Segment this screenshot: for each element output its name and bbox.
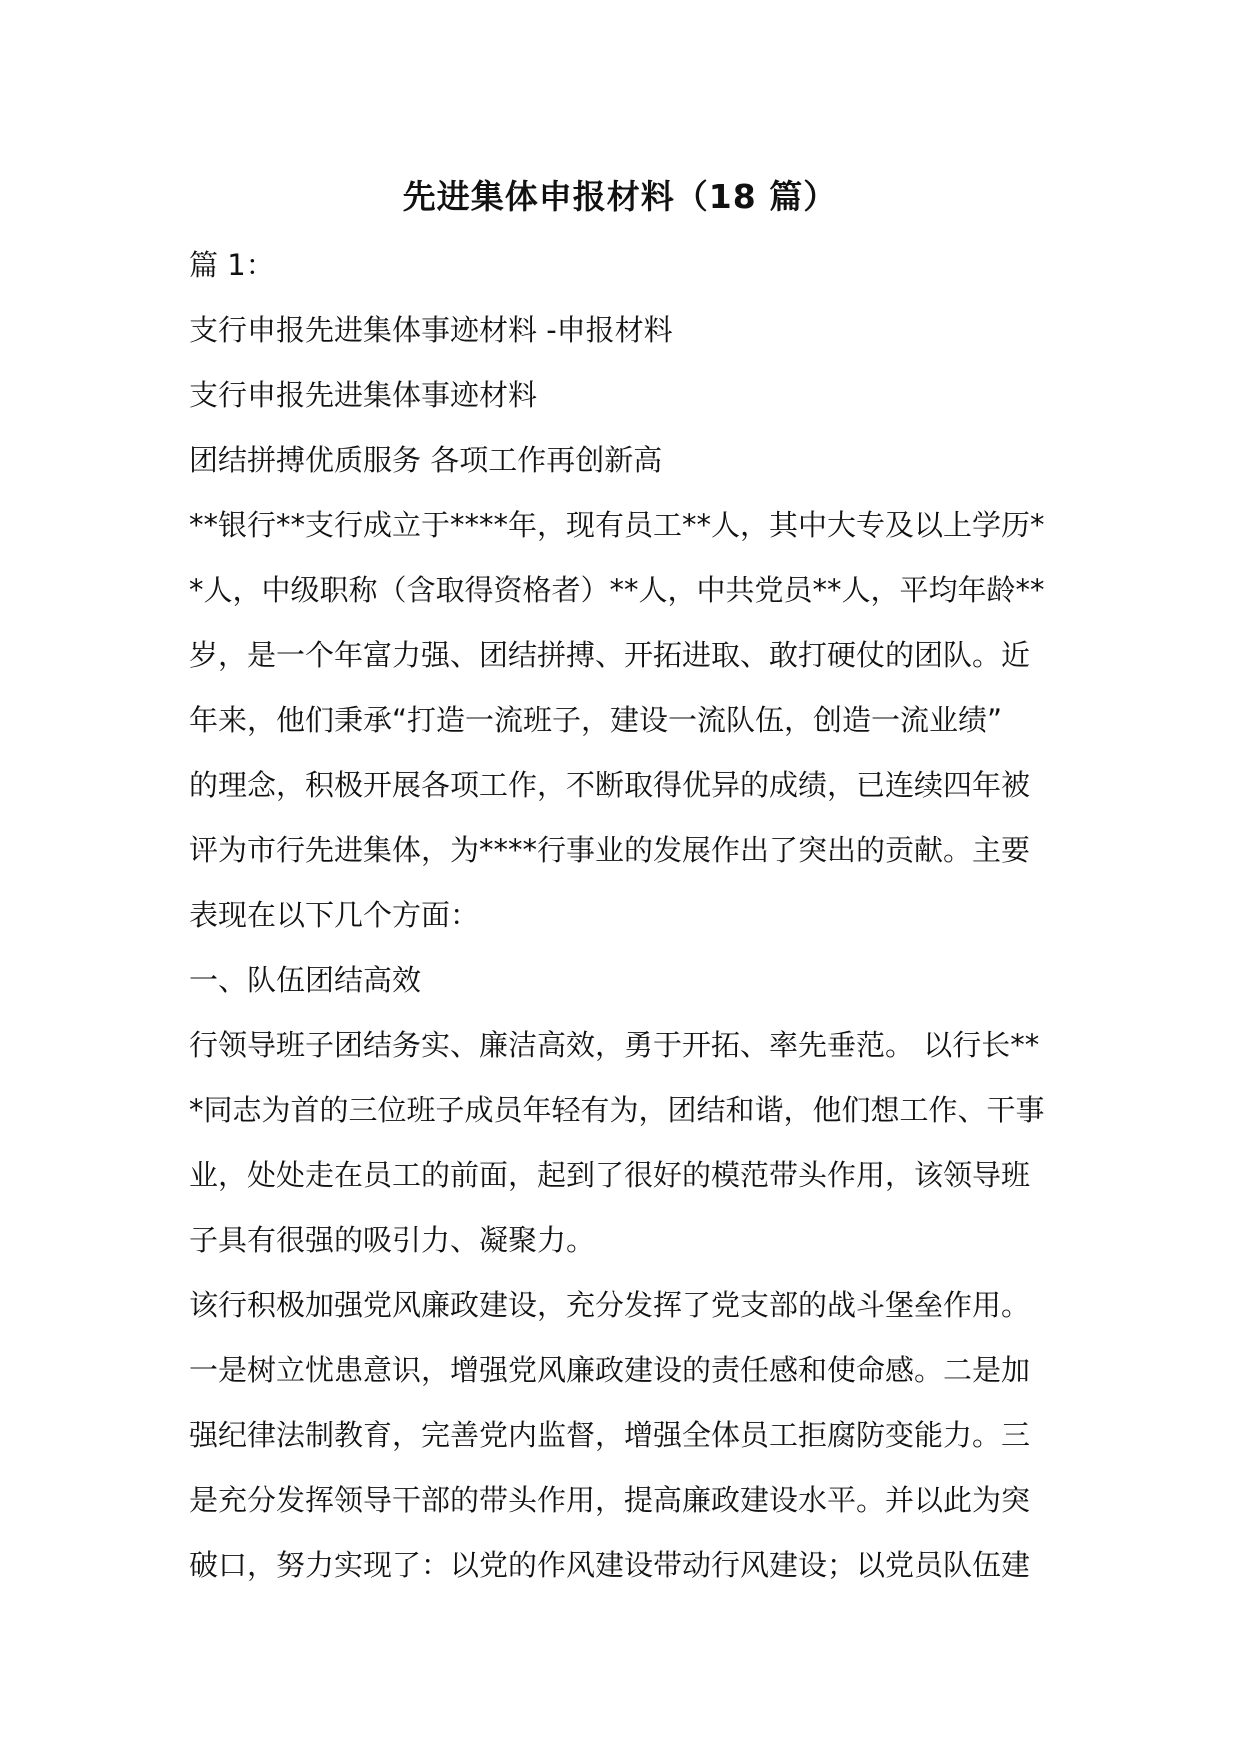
body-line: 业，处处走在员工的前面，起到了很好的模范带头作用，该领导班	[189, 1158, 1031, 1192]
body-line: 是充分发挥领导干部的带头作用，提高廉政建设水平。并以此为突	[189, 1483, 1031, 1517]
body-line: 一是树立忧患意识，增强党风廉政建设的责任感和使命感。二是加	[189, 1353, 1031, 1387]
body-line: 的理念，积极开展各项工作，不断取得优异的成绩，已连续四年被	[189, 768, 1031, 802]
body-line-heading: 团结拼搏优质服务 各项工作再创新高	[189, 443, 663, 477]
body-line-subtitle: 支行申报先进集体事迹材料 -申报材料	[189, 313, 673, 347]
body-line: **银行**支行成立于****年，现有员工**人，其中大专及以上学历*	[189, 508, 1045, 542]
body-line-section-heading: 一、队伍团结高效	[189, 963, 422, 997]
body-line: 强纪律法制教育，完善党内监督，增强全体员工拒腐防变能力。三	[189, 1418, 1031, 1452]
body-line: *同志为首的三位班子成员年轻有为，团结和谐，他们想工作、干事	[189, 1093, 1045, 1127]
document-body	[189, 240, 1065, 1605]
body-line: 破口，努力实现了：以党的作风建设带动行风建设；以党员队伍建	[189, 1548, 1031, 1582]
body-line: *人，中级职称（含取得资格者）**人，中共党员**人，平均年龄**	[189, 573, 1045, 607]
document-title: 先进集体申报材料（18 篇）	[402, 177, 838, 216]
body-line: 子具有很强的吸引力、凝聚力。	[189, 1223, 596, 1257]
body-line: 该行积极加强党风廉政建设，充分发挥了党支部的战斗堡垒作用。	[189, 1288, 1031, 1322]
body-line: 年来，他们秉承“打造一流班子，建设一流队伍，创造一流业绩”	[189, 703, 1003, 737]
body-line: 岁，是一个年富力强、团结拼搏、开拓进取、敢打硬仗的团队。近	[189, 638, 1031, 672]
body-line: 表现在以下几个方面：	[189, 898, 480, 932]
body-line: 评为市行先进集体，为****行事业的发展作出了突出的贡献。主要	[189, 833, 1031, 867]
body-line: 行领导班子团结务实、廉洁高效，勇于开拓、率先垂范。 以行长**	[189, 1028, 1040, 1062]
body-line-subtitle: 支行申报先进集体事迹材料	[189, 378, 538, 412]
body-line-section-heading: 篇 1：	[189, 248, 275, 282]
